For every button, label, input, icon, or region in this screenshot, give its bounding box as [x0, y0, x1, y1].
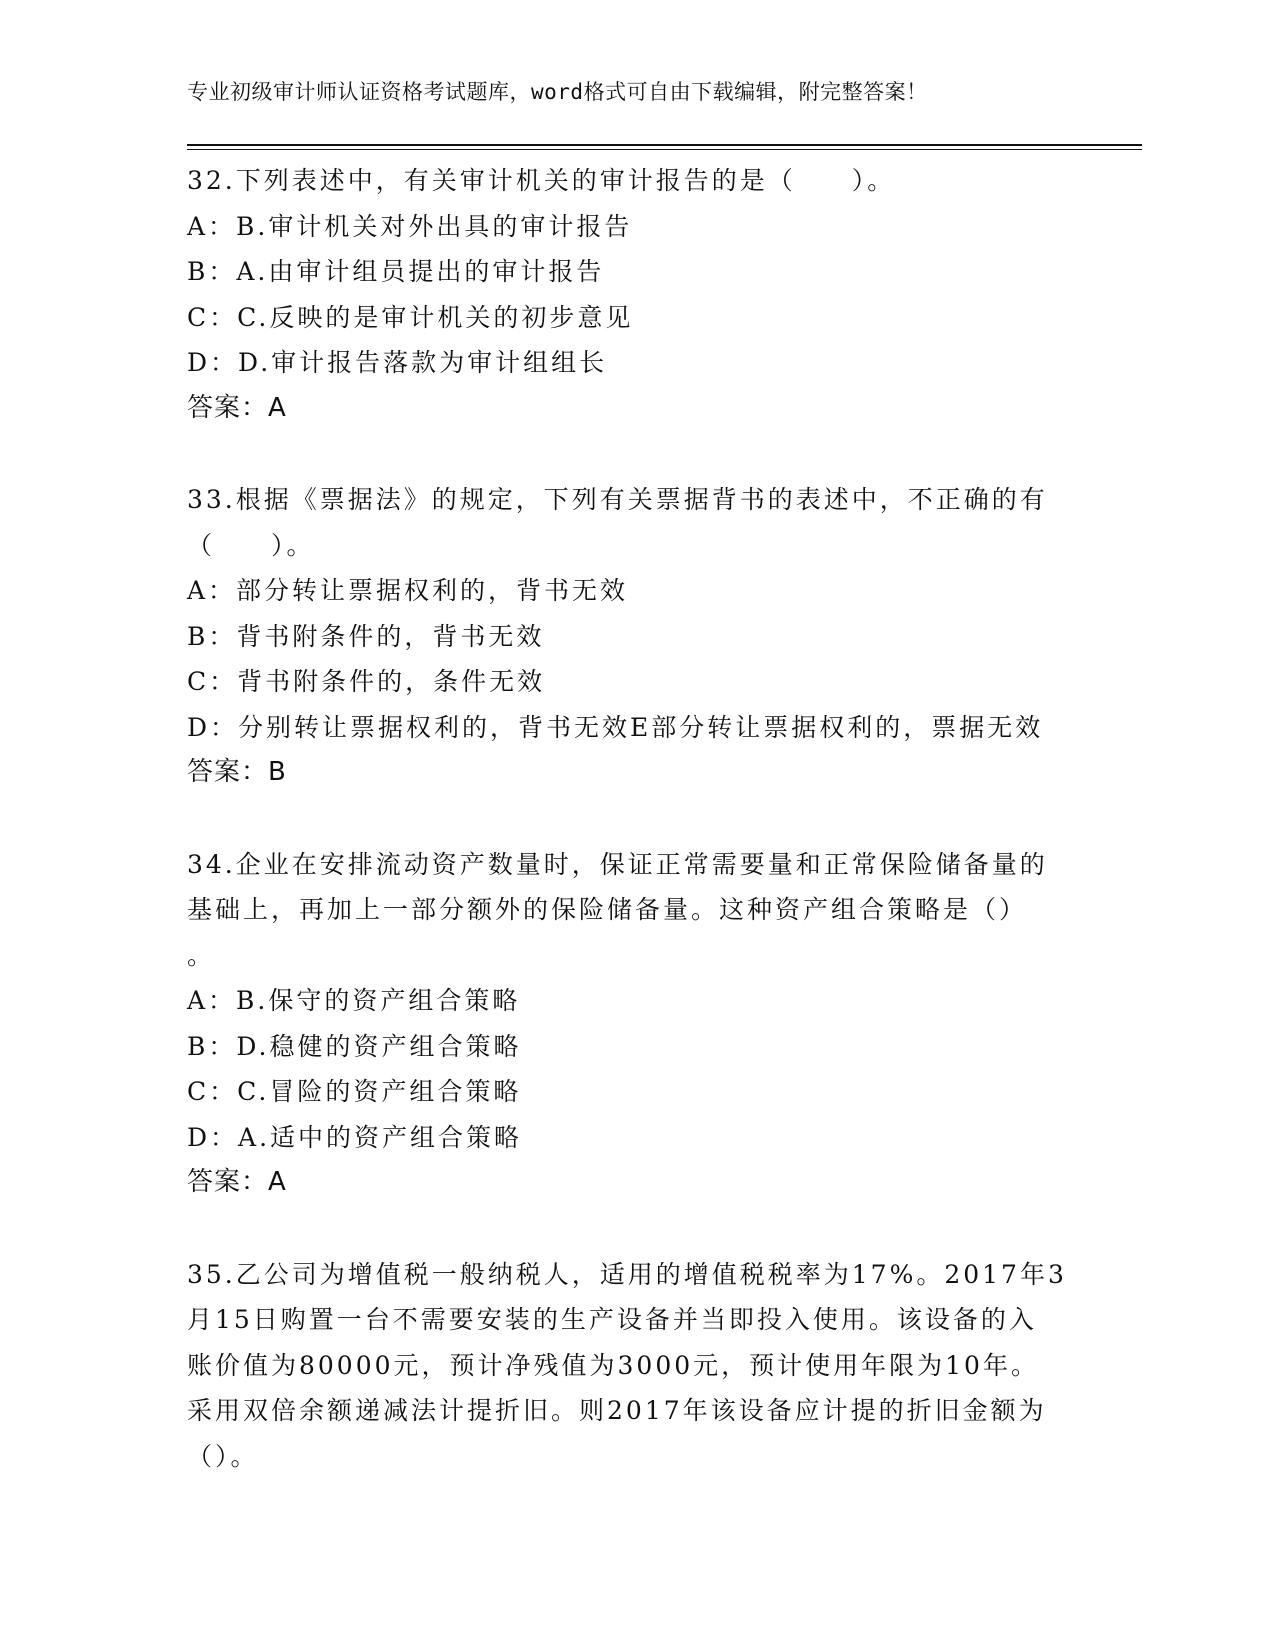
option-b: B：D.稳健的资产组合策略 — [187, 1031, 522, 1061]
question-stem-line: 35.乙公司为增值税一般纳税人，适用的增值税税率为17%。2017年3 — [187, 1259, 1067, 1289]
option-a: A：B.审计机关对外出具的审计报告 — [187, 211, 633, 241]
page-header: 专业初级审计师认证资格考试题库，word格式可自由下载编辑，附完整答案！ — [187, 80, 928, 104]
question-list — [187, 158, 1087, 1479]
question-33 — [187, 477, 1087, 796]
option-a: A：B.保守的资产组合策略 — [187, 986, 521, 1015]
question-stem-line: 采用双倍余额递减法计提折旧。则2017年该设备应计提的折旧金额为 — [187, 1396, 1047, 1425]
question-stem-line: 33.根据《票据法》的规定，下列有关票据背书的表述中，不正确的有 — [187, 485, 1048, 514]
answer: 答案：A — [187, 1167, 287, 1197]
option-c: C：背书附条件的，条件无效 — [187, 667, 546, 696]
option-c: C：C.反映的是审计机关的初步意见 — [187, 302, 634, 332]
question-stem-line: 32.下列表述中，有关审计机关的审计报告的是（ ）。 — [187, 166, 896, 195]
question-32 — [187, 158, 1087, 431]
question-stem-line: 34.企业在安排流动资产数量时，保证正常需要量和正常保险储备量的 — [187, 849, 1048, 879]
question-spacer — [187, 1206, 1087, 1252]
question-stem-line: （）。 — [187, 1441, 259, 1471]
option-b: B：背书附条件的，背书无效 — [187, 621, 545, 651]
question-34 — [187, 842, 1087, 1206]
header-divider — [187, 144, 1142, 150]
answer: 答案：A — [187, 392, 287, 423]
question-stem-line: 基础上，再加上一部分额外的保险储备量。这种资产组合策略是（） — [187, 895, 1028, 924]
question-stem-line: （ ）。 — [187, 530, 315, 560]
option-a: A：部分转让票据权利的，背书无效 — [187, 576, 629, 605]
option-b: B：A.由审计组员提出的审计报告 — [187, 257, 605, 286]
question-stem-line: 月15日购置一台不需要安装的生产设备并当即投入使用。该设备的入 — [187, 1305, 1037, 1334]
question-35 — [187, 1252, 1087, 1480]
question-spacer — [187, 796, 1087, 842]
option-d: D：A.适中的资产组合策略 — [187, 1122, 523, 1152]
question-stem-line: 账价值为80000元，预计净残值为3000元，预计使用年限为10年。 — [187, 1350, 1039, 1380]
answer: 答案：B — [187, 757, 287, 787]
option-d: D：D.审计报告落款为审计组组长 — [187, 348, 608, 377]
question-stem-line: 。 — [187, 940, 216, 970]
option-c: C：C.冒险的资产组合策略 — [187, 1077, 522, 1106]
question-spacer — [187, 431, 1087, 477]
option-d: D：分别转让票据权利的，背书无效E部分转让票据权利的，票据无效 — [187, 712, 1044, 742]
